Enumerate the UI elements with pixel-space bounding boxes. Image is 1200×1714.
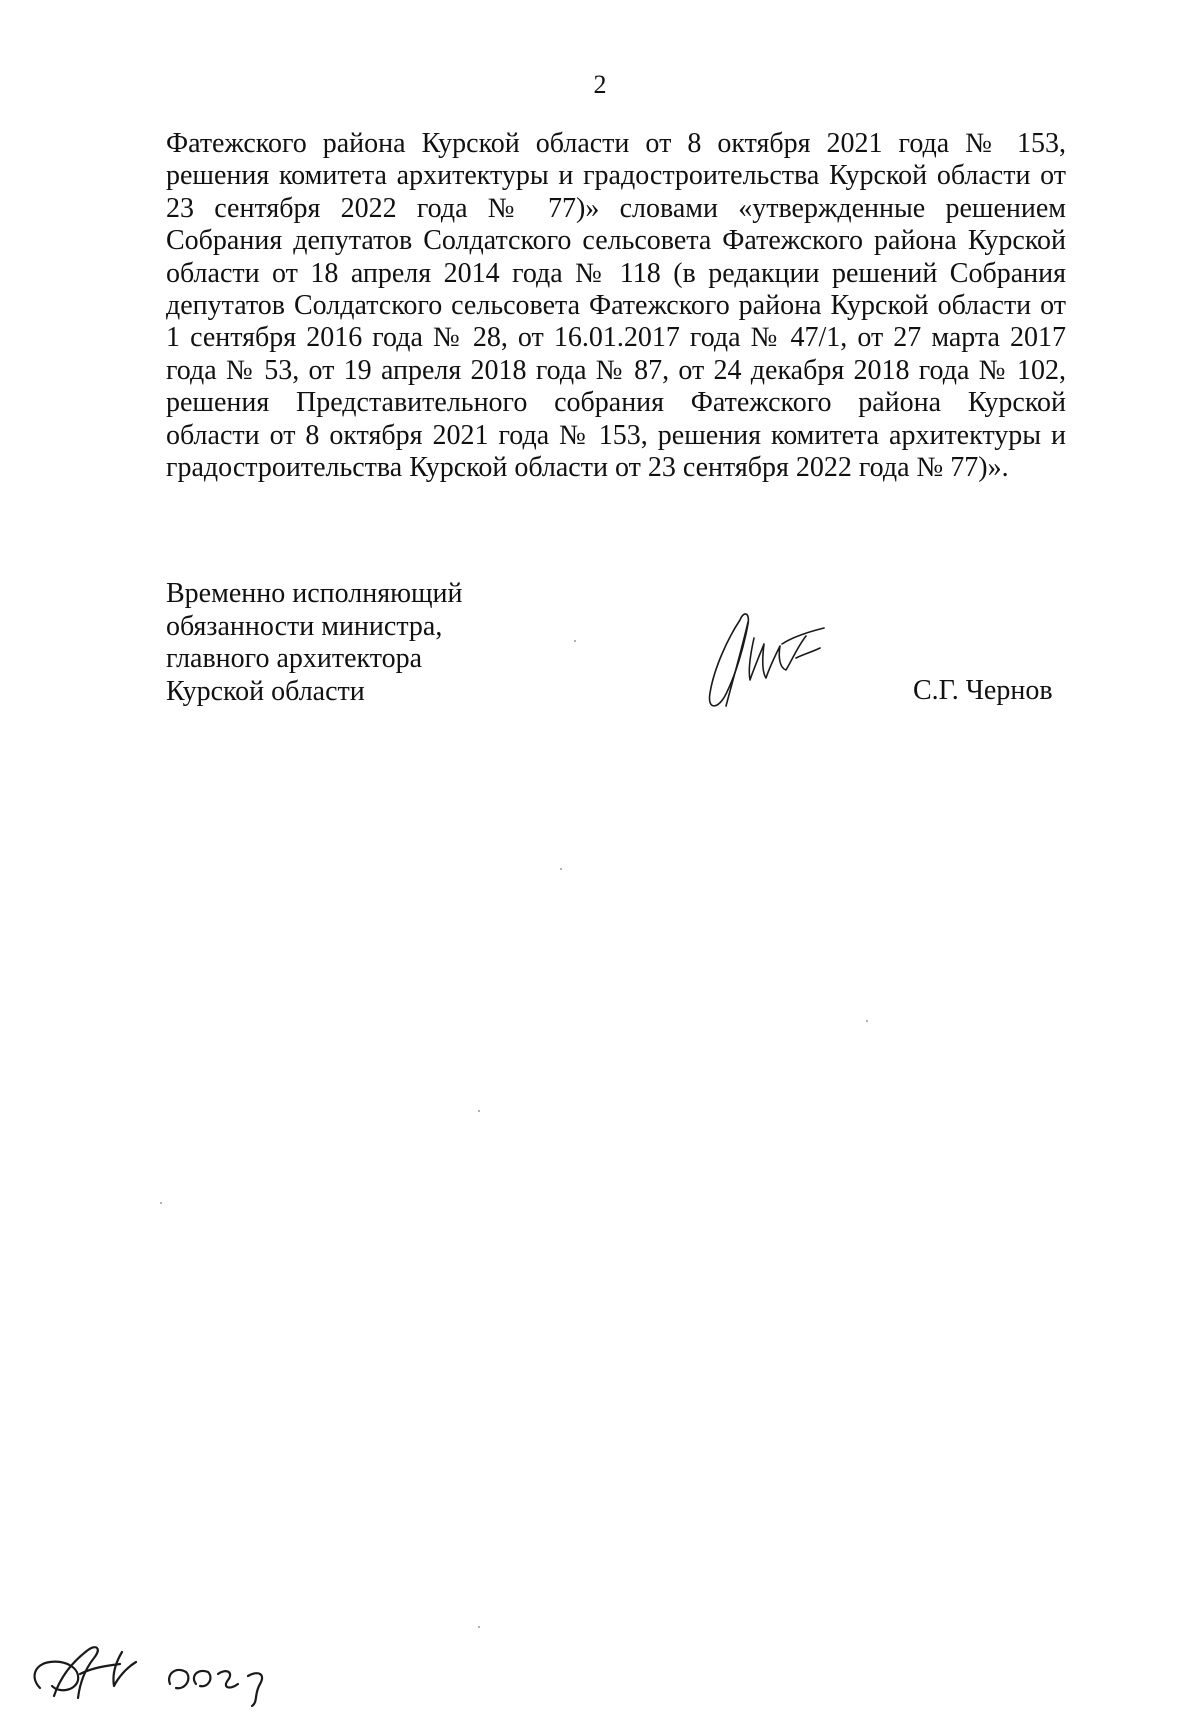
scan-speck <box>478 1110 480 1112</box>
scan-speck <box>560 868 562 870</box>
scan-speck <box>866 1020 868 1022</box>
page-number: 2 <box>593 70 607 99</box>
scan-speck <box>160 1202 162 1204</box>
signer-title <box>166 578 526 708</box>
scan-speck <box>574 640 576 642</box>
signer-name: С.Г. Чернов <box>913 675 1053 706</box>
signer-title-line: Курской области <box>166 675 365 707</box>
scan-speck <box>478 1626 480 1628</box>
signer-title-line: главного архитектора <box>166 643 423 674</box>
signer-title-line: Временно исполняющий <box>166 578 463 609</box>
signer-title-line: обязанности министра, <box>166 610 443 642</box>
body-paragraph: Фатежского района Курской области от 8 октября 2021 года № 153, решения комитета архитектуры и градостроительства Курской области от 23 сентября 2022 года № 77)» словами «утвержденные решением Собрания депутатов Солдатского сельсовета Фатежского района Курской области от 18 апреля 2014 года № 118 (в редакции решений Собрания депутатов Солдатского сельсовета Фатежского района Курской области от 1 сентября 2016 года № 28, от 16.01.2017 года № 47/1, от 27 марта 2017 года № 53, от 19 апреля 2018 года № 87, от 24 декабря 2018 года № 102, решения Представительного собрания Фатежского района Курской области от 8 октября 2021 года № 153, решения комитета архитектуры и градостроительства Курской области от 23 сентября 2022 года № 77)». <box>166 128 1066 484</box>
initials-mark <box>20 1628 300 1708</box>
handwritten-signature <box>700 598 830 718</box>
